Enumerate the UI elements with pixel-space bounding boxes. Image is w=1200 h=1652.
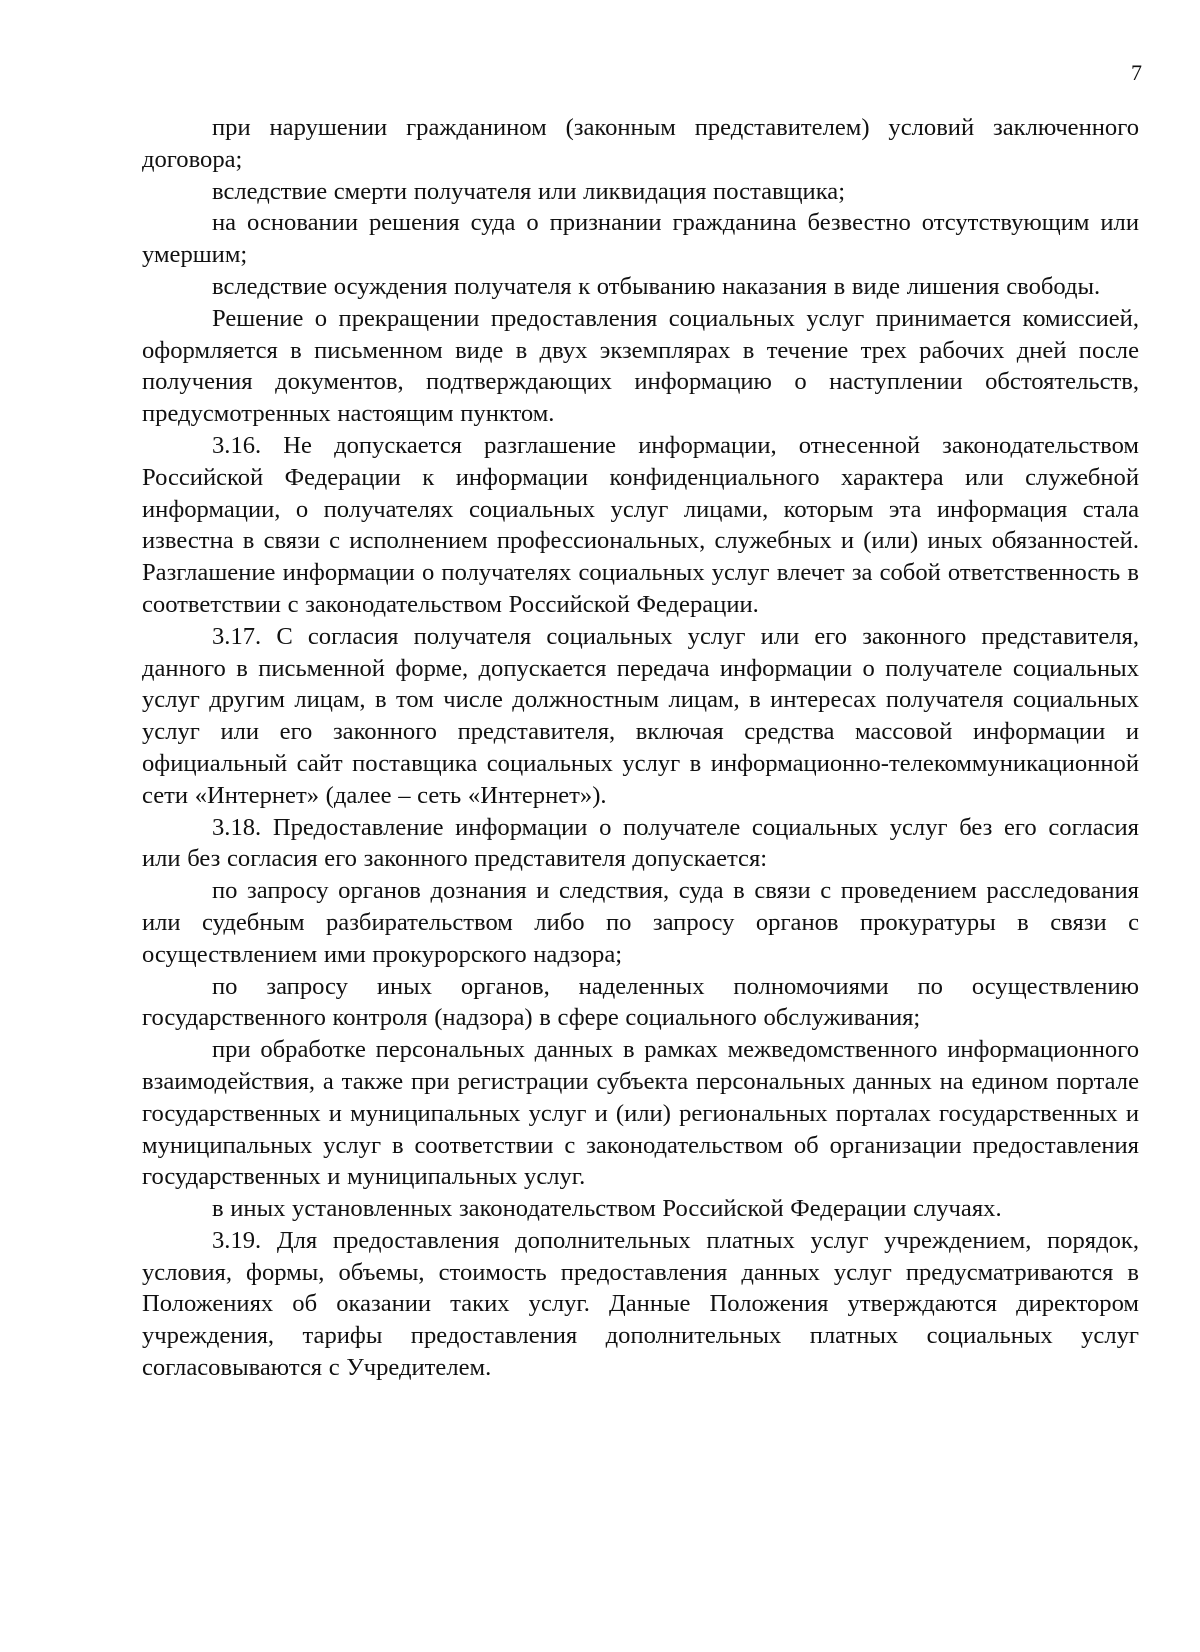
paragraph-termination-decision: Решение о прекращении предоставления социальных услуг принимается комиссией, оформляется в письменном виде в двух экземплярах в течение трех рабочих дней после получения документов, подтверждающих информацию о наступлении обстоятельств, предусмотренных настоящим пунктом. <box>142 304 1139 428</box>
paragraph-3-16: 3.16. Не допускается разглашение информации, отнесенной законодательством Российской Федерации к информации конфиденциального характера или служебной информации, о получателях социальных услуг лицами, которым эта информация стала известна в связи с исполнением профессиональных, служебных и (или) иных обязанностей. Разглашение информации о получателях социальных услуг влечет за собой ответственность в соответствии с законодательством Российской Федерации. <box>142 431 1139 618</box>
paragraph-supervision-request: по запросу иных органов, наделенных полномочиями по осуществлению государственного контроля (надзора) в сфере социального обслуживания; <box>142 972 1139 1032</box>
paragraph-3-18: 3.18. Предоставление информации о получателе социальных услуг без его согласия или без согласия его законного представителя допускается: <box>142 813 1139 873</box>
paragraph-conviction: вследствие осуждения получателя к отбыванию наказания в виде лишения свободы. <box>212 272 1101 300</box>
paragraph-court-decision: на основании решения суда о признании гражданина безвестно отсутствующим или умершим; <box>142 209 1139 269</box>
paragraph-violation-of-contract: при нарушении гражданином (законным представителем) условий заключенного договора; <box>142 114 1139 173</box>
paragraph-3-19: 3.19. Для предоставления дополнительных платных услуг учреждением, порядок, условия, формы, объемы, стоимость предоставления данных услуг предусматриваются в Положениях об оказании таких услуг. Данные Положения утверждаются директором учреждения, тарифы предоставления дополнительных платных социальных услуг согласовываются с Учредителем. <box>142 1226 1139 1382</box>
document-body <box>142 112 1139 1384</box>
paragraph-death-or-liquidation: вследствие смерти получателя или ликвидация поставщика; <box>212 177 846 205</box>
paragraph-personal-data-processing: при обработке персональных данных в рамках межведомственного информационного взаимодействия, а также при регистрации субъекта персональных данных на едином портале государственных и муниципальных услуг и (или) региональных порталах государственных и муниципальных услуг в соответствии с законодательством об организации предоставления государственных и муниципальных услуг. <box>142 1036 1139 1191</box>
page-number: 7 <box>1131 60 1142 85</box>
paragraph-other-cases: в иных установленных законодательством Российской Федерации случаях. <box>212 1195 1002 1223</box>
paragraph-3-17: 3.17. С согласия получателя социальных услуг или его законного представителя, данного в письменной форме, допускается передача информации о получателе социальных услуг другим лицам, в том числе должностным лицам, в интересах получателя социальных услуг или его законного представителя, включая средства массовой информации и официальный сайт поставщика социальных услуг в информационно-телекоммуникационной сети «Интернет» (далее – сеть «Интернет»). <box>142 622 1139 809</box>
paragraph-investigation-request: по запросу органов дознания и следствия, суда в связи с проведением расследования или судебным разбирательством либо по запросу органов прокуратуры в связи с осуществлением ими прокурорского надзора; <box>142 877 1139 968</box>
